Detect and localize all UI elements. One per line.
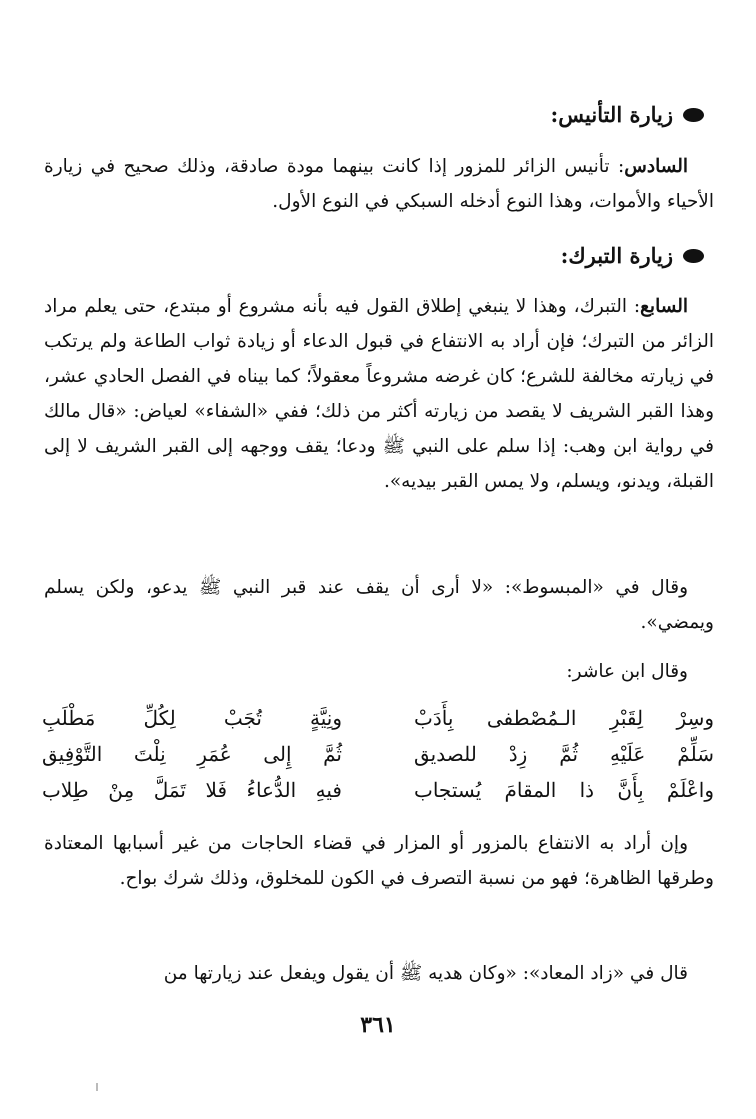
section-ibn-ashir	[44, 654, 714, 689]
poem	[42, 700, 714, 808]
verse-hemistich-left: ثُمَّ إِلى عُمَرِ نِلْتَ التَّوْفِيق	[42, 742, 342, 766]
page-number: ٣٦١	[360, 1012, 396, 1038]
margin-mark	[96, 1083, 98, 1091]
verse-line	[42, 736, 714, 772]
verse-hemistich-right: وسِرْ لِقَبْرِ الـمُصْطفى بِأَدَبْ	[414, 706, 714, 730]
paragraph-seventh	[44, 289, 714, 499]
section-mabsut	[44, 570, 714, 640]
verse-hemistich-left: فيهِ الدُّعاءُ فَلا تَمَلَّ مِنْ طِلاب	[42, 778, 342, 802]
heading-tanees	[64, 100, 704, 130]
paragraph-ibn-ashir: وقال ابن عاشر:	[566, 661, 688, 682]
section-zad	[44, 956, 714, 991]
heading-tabarruk	[64, 241, 704, 271]
verse-hemistich-right: واعْلَمْ بِأَنَّ ذا المقامَ يُستجاب	[414, 778, 714, 802]
heading-tanees-text: زيارة التأنيس:	[550, 102, 673, 127]
section-intifa	[44, 826, 714, 896]
verse-line	[42, 700, 714, 736]
label-sixth: السادس	[624, 156, 688, 177]
paragraph-sixth	[44, 149, 714, 219]
text-sixth: : تأنيس الزائر للمزور إذا كانت بينهما مودة صادقة، وذلك صحيح في زيارة الأحياء والأموات، وهذا النوع أدخله السبكي في النوع الأول.	[44, 156, 714, 212]
verse-line	[42, 772, 714, 808]
verse-hemistich-left: ونِيَّةٍ تُجَبْ لِكُلِّ مَطْلَبِ	[42, 706, 342, 730]
text-seventh: : التبرك، وهذا لا ينبغي إطلاق القول فيه بأنه مشروع أو مبتدع، حتى يعلم مراد الزائر من التبرك؛ فإن أراد به الانتفاع في قبول الدعاء أو زيادة ثواب الطاعة ولم يرتكب في زيارته مخالفة للشرع؛ كان غرضه مشروعاً معقولاً؛ كما بيناه في الفصل الحادي عشر، وهذا القبر الشريف لا يقصد من زيارته أكثر من ذلك؛ ففي «الشفاء» لعياض: «قال مالك في رواية ابن وهب: إذا سلم على النبي ﷺ ودعا؛ يقف ووجهه إلى القبر الشريف لا إلى القبلة، ويدنو، ويسلم، ولا يمس القبر بيديه».	[44, 296, 714, 492]
bullet-dot-icon	[683, 108, 704, 122]
verse-hemistich-right: سَلِّمْ عَلَيْهِ ثُمَّ زِدْ للصديق	[414, 742, 714, 766]
label-seventh: السابع	[640, 296, 688, 317]
paragraph-intifa: وإن أراد به الانتفاع بالمزور أو المزار في قضاء الحاجات من غير أسبابها المعتادة وطرقها الظاهرة؛ فهو من نسبة التصرف في الكون للمخلوق، وذلك شرك بواح.	[44, 833, 714, 889]
paragraph-zad: قال في «زاد المعاد»: «وكان هديه ﷺ أن يقول ويفعل عند زيارتها من	[163, 963, 688, 984]
bullet-dot-icon	[683, 249, 704, 263]
paragraph-mabsut: وقال في «المبسوط»: «لا أرى أن يقف عند قبر النبي ﷺ يدعو، ولكن يسلم ويمضي».	[44, 577, 714, 633]
heading-tabarruk-text: زيارة التبرك:	[560, 243, 673, 268]
section-sixth	[44, 149, 714, 219]
section-seventh	[44, 289, 714, 499]
